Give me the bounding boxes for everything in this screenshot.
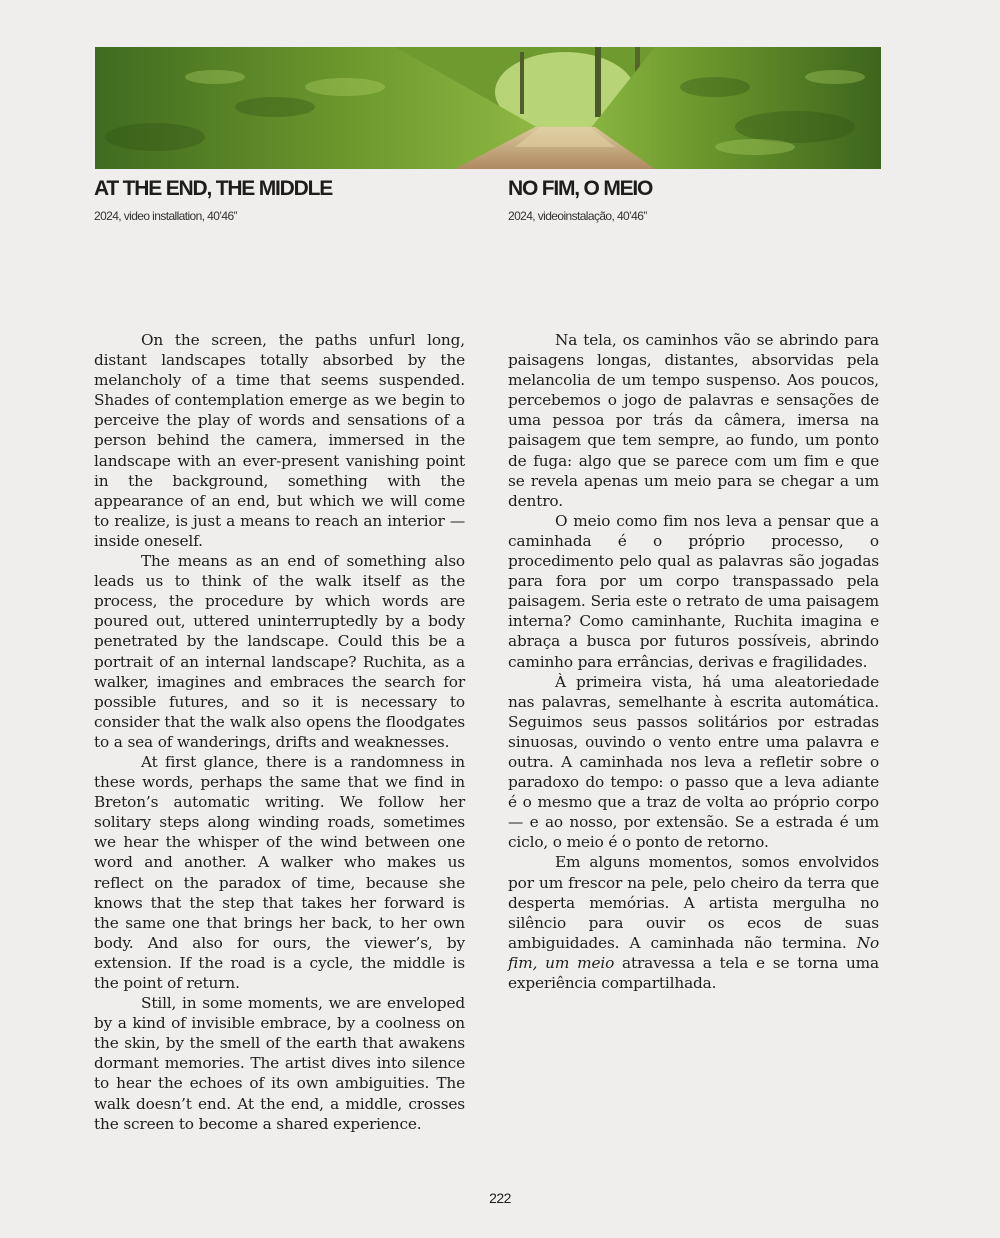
portuguese-body <box>508 330 879 993</box>
paragraph-text: Em alguns momentos, somos envolvidos por um frescor na pele, pelo cheiro da terra que desperta memórias. A artista mergulha no silêncio para ouvir os ecos de suas ambiguidades. A caminhada não termina. <box>508 853 879 952</box>
portuguese-credits: 2024, videoinstalação, 40’46” <box>508 209 647 223</box>
english-credits: 2024, video installation, 40’46” <box>94 209 237 223</box>
portuguese-paragraph: O meio como fim nos leva a pensar que a caminhada é o próprio processo, o procedimento pelo qual as palavras são jogadas para fora por um corpo transpassado pela paisagem. Seria este o retrato de uma paisagem interna? Como caminhante, Ruchita imagina e abraça a busca por futuros possíveis, abrindo caminho para errâncias, derivas e fragilidades. <box>508 511 879 671</box>
page-number: 222 <box>489 1190 511 1206</box>
english-body <box>94 330 465 1134</box>
italic-title: No fim, um meio <box>508 933 879 972</box>
english-paragraph: The means as an end of something also leads us to think of the walk itself as the process, the procedure by which words are poured out, uttered uninterruptedly by a body penetrated by the landscape. Could this be a portrait of an internal landscape? Ruchita, as a walker, imagines and embraces the search for possible futures, and so it is necessary to consider that the walk also opens the floodgates to a sea of wanderings, drifts and weaknesses. <box>94 552 465 751</box>
forest-path-photo <box>95 47 881 169</box>
english-paragraph: At first glance, there is a randomness in these words, perhaps the same that we find in Breton’s automatic writing. We follow her solitary steps along winding roads, sometimes we hear the whisper of the wind between one word and another. A walker who makes us reflect on the paradox of time, because she knows that the step that takes her forward is the same one that brings her back, to her own body. And also for ours, the viewer’s, by extension. If the road is a cycle, the middle is the point of return. <box>94 752 465 992</box>
english-paragraph: Still, in some moments, we are enveloped by a kind of invisible embrace, by a coolness on the skin, by the smell of the earth that awakens dormant memories. The artist dives into silence to hear the echoes of its own ambiguities. The walk doesn’t end. At the end, a middle, crosses the screen to become a shared experience. <box>94 994 465 1133</box>
portuguese-paragraph: Na tela, os caminhos vão se abrindo para paisagens longas, distantes, absorvidas pela melancolia de um tempo suspenso. Aos poucos, percebemos o jogo de palavras e sensações de uma pessoa por trás da câmera, imersa na paisagem que tem sempre, ao fundo, um ponto de fuga: algo que se parece com um fim e que se revela apenas um meio para se chegar a um dentro. <box>508 331 879 510</box>
portuguese-title: NO FIM, O MEIO <box>508 177 653 200</box>
paragraph-text: atravessa a tela e se torna uma experiência compartilhada. <box>508 953 879 992</box>
english-paragraph: On the screen, the paths unfurl long, distant landscapes totally absorbed by the melancholy of a time that seems suspended. Shades of contemplation emerge as we begin to perceive the play of words and sensations of a person behind the camera, immersed in the landscape with an ever-present vanishing point in the background, something with the appearance of an end, but which we will come to realize, is just a means to reach an interior — inside oneself. <box>94 331 465 550</box>
portuguese-paragraph: À primeira vista, há uma aleatoriedade nas palavras, semelhante à escrita automática. Seguimos seus passos solitários por estradas sinuosas, ouvindo o vento entre uma palavra e outra. A caminhada nos leva a refletir sobre o paradoxo do tempo: o passo que a leva adiante é o mesmo que a traz de volta ao próprio corpo — e ao nosso, por extensão. Se a estrada é um ciclo, o meio é o ponto de retorno. <box>508 672 879 852</box>
portuguese-paragraph <box>508 852 879 993</box>
header-photo <box>95 47 881 169</box>
english-title: AT THE END, THE MIDDLE <box>94 177 333 200</box>
